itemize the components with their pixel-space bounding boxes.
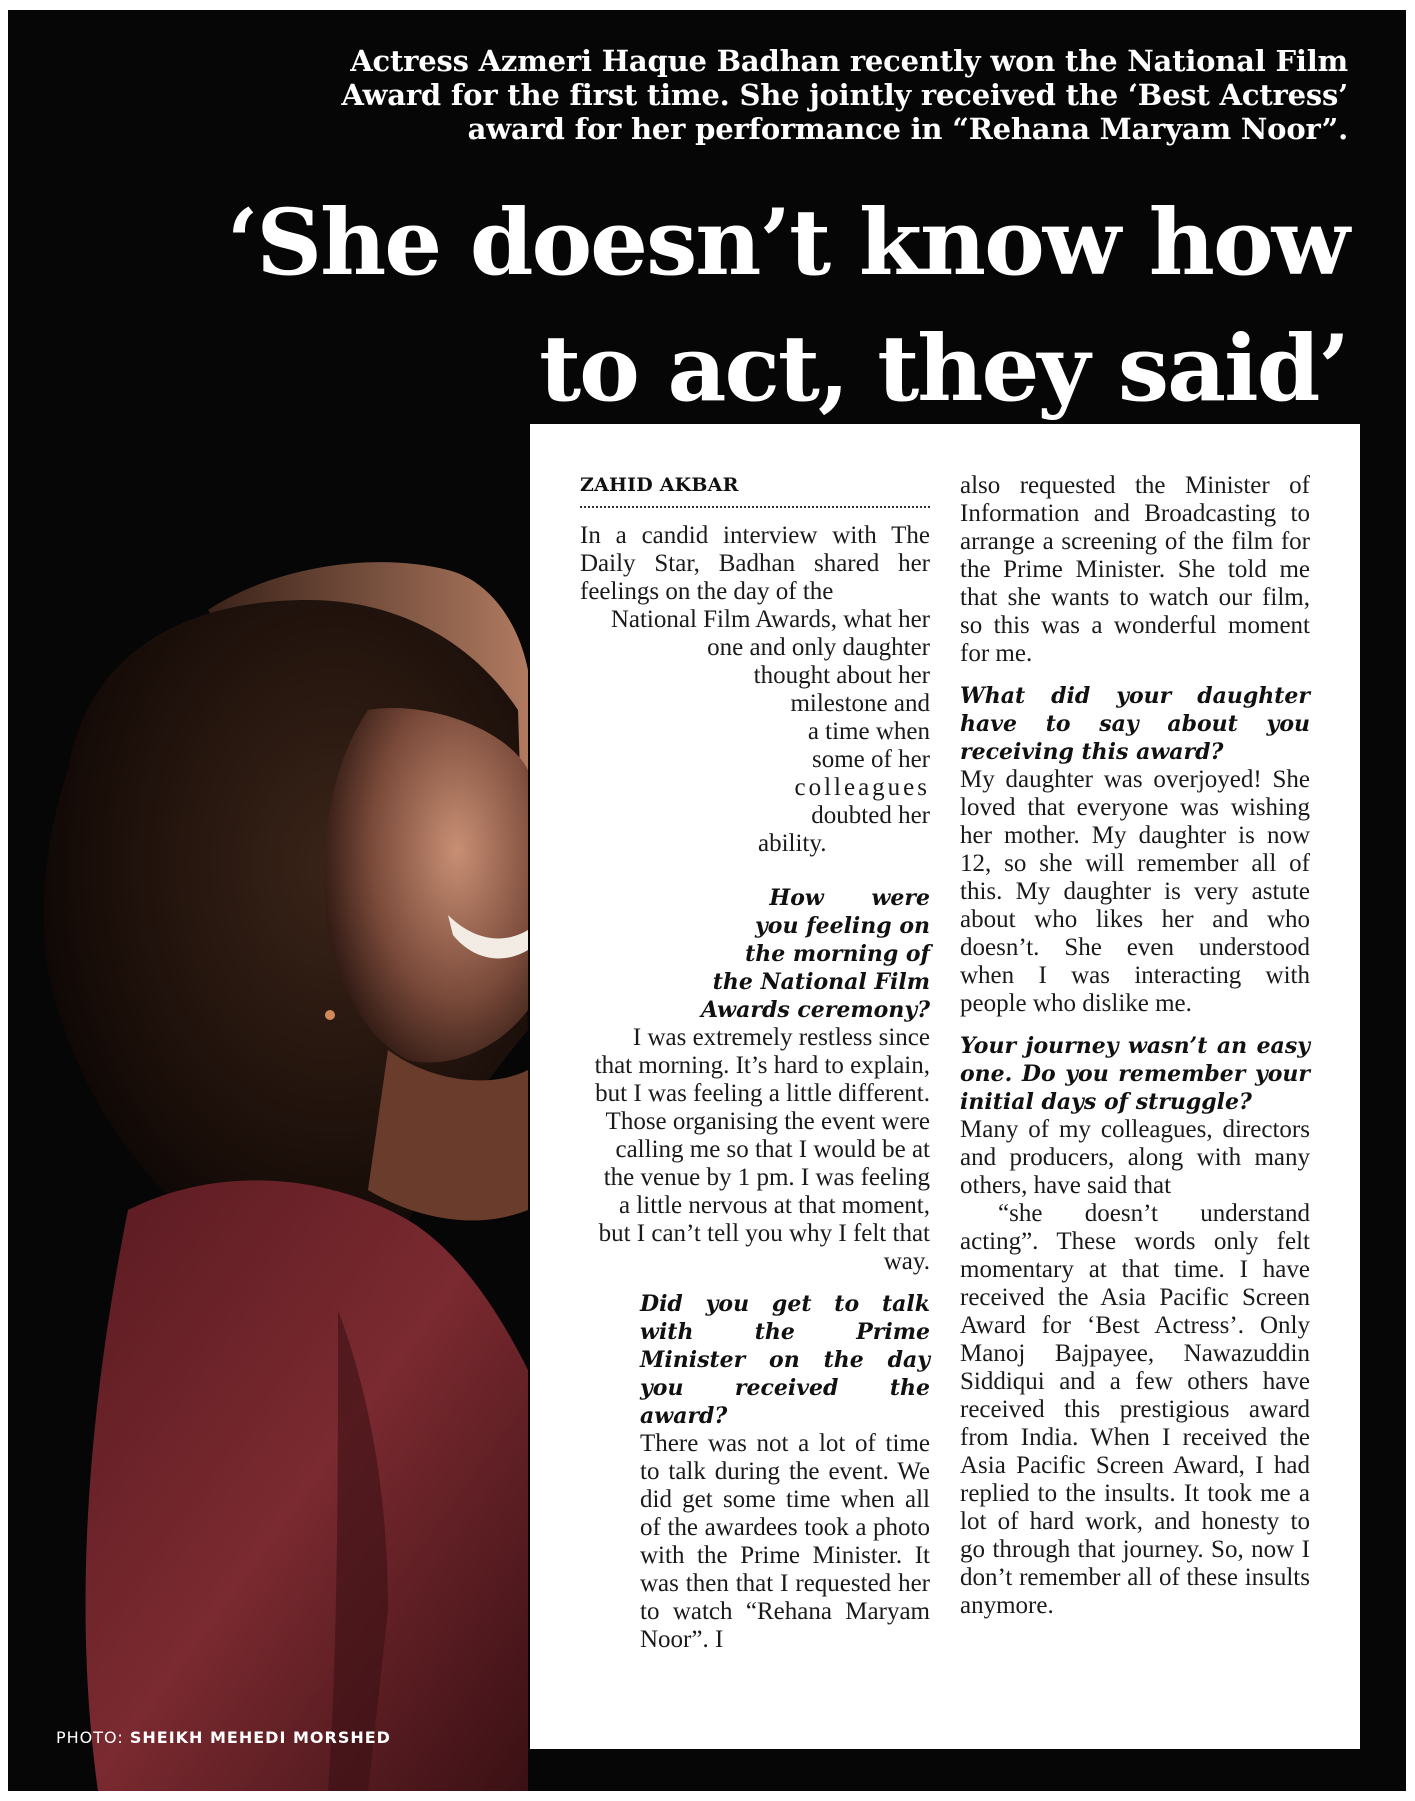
- answer-4-part-2: “she doesn’t understand acting”. These words only felt momentary at that time. I have received the Asia Pacific Screen Award for ‘Best Actress’. Only Manoj Bajpayee, Nawazuddin Siddiqui and a few others have received this prestigious award from India. When I received the Asia Pacific Screen Award, I had replied to the insults. It took me a lot of hard work, and honesty to go through that journey. So, now I don’t remember all of these insults anymore.: [960, 1200, 1310, 1619]
- intro-paragraph: [580, 522, 930, 858]
- answer-2-continued: also requested the Minister of Information and Broadcasting to arrange a screening of the film for the Prime Minister. She told me that she wants to watch our film, so this was a wonderful moment for me.: [960, 472, 1310, 667]
- question-4: Your journey wasn’t an easy one. Do you remember your initial days of struggle?: [960, 1033, 1310, 1115]
- intro-line: some of her: [811, 746, 930, 773]
- article-page: [8, 10, 1406, 1791]
- headline-line-1: ‘She doesn’t know how: [226, 190, 1348, 296]
- intro-line: one and only daughter: [707, 634, 930, 661]
- question-1: [580, 884, 930, 1024]
- question-3: What did your daughter have to say about you receiving this award?: [960, 683, 1310, 765]
- answer-2: There was not a lot of time to talk during the event. We did get some time when all of the awardees took a photo with the Prime Minister. It was then that I requested her to watch “Rehana Maryam Noor”. I: [640, 1430, 930, 1653]
- headline-line-2: to act, they said’: [539, 316, 1348, 422]
- intro-line: doubted her: [811, 802, 930, 829]
- article-deck: Actress Azmeri Haque Badhan recently won the National Film Award for the first time. She jointly received the ‘Best Actress’ award for her performance in “Rehana Maryam Noor”.: [341, 44, 1348, 146]
- left-column: [580, 472, 930, 1654]
- question-2: Did you get to talk with the Prime Minister on the day you received the award?: [640, 1291, 930, 1429]
- intro-line: milestone and: [790, 690, 930, 717]
- byline: ZAHID AKBAR: [580, 472, 930, 508]
- intro-line: colleagues: [794, 774, 930, 801]
- question-line: Awards ceremony?: [701, 997, 930, 1023]
- intro-line: In a candid interview with The Daily Star, Badhan shared her feelings on the day of the: [580, 522, 930, 605]
- intro-line: National Film Awards, what her: [610, 606, 930, 633]
- right-column: [960, 472, 1310, 1620]
- answer-4-part-1: Many of my colleagues, directors and producers, along with many others, have said that: [960, 1116, 1310, 1199]
- answer-3: My daughter was overjoyed! She loved that everyone was wishing her mother. My daughter is now 12, so she will remember all of this. My daughter is very astute about who likes her and who doesn’t. She even understood when I was interacting with people who dislike me.: [960, 766, 1310, 1017]
- intro-line: ability.: [758, 830, 827, 857]
- article-text-panel: [530, 424, 1360, 1749]
- question-line: How were: [769, 885, 930, 911]
- article-headline: [48, 180, 1348, 432]
- photo-credit: [56, 1728, 391, 1747]
- photo-credit-name: SHEIKH MEHEDI MORSHED: [129, 1728, 391, 1747]
- question-line: the National Film: [712, 969, 930, 995]
- question-line: you feeling on: [755, 913, 930, 939]
- question-line: the morning of: [745, 941, 930, 967]
- intro-line: thought about her: [753, 662, 930, 689]
- answer-1: I was extremely restless since that morning. It’s hard to explain, but I was feeling a little different. Those organising the event were calling me so that I would be at the venue by 1 pm. I was feeling a little nervous at that moment, but I can’t tell you why I felt that way.: [594, 1024, 930, 1275]
- intro-line: a time when: [807, 718, 930, 745]
- photo-credit-label: PHOTO:: [56, 1728, 124, 1747]
